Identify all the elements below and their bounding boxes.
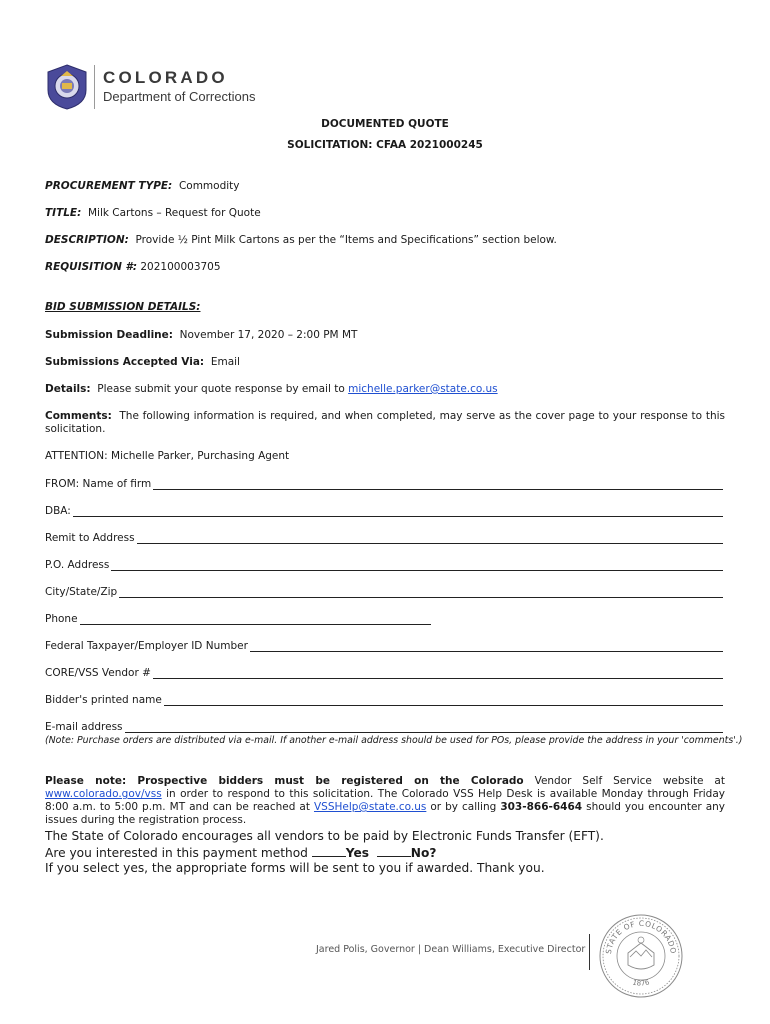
description-label: DESCRIPTION:	[45, 234, 129, 246]
eft-question: Are you interested in this payment method	[45, 846, 308, 860]
po-address-blank[interactable]	[111, 559, 723, 571]
accepted-via-line	[45, 356, 240, 368]
requisition-line	[45, 261, 221, 273]
email-address-field[interactable]	[45, 719, 723, 733]
document-title: DOCUMENTED QUOTE	[321, 118, 449, 130]
registration-text-4: or by calling	[430, 801, 497, 813]
eft-no-label: No?	[410, 846, 437, 860]
seal-year: 1876	[631, 978, 651, 988]
email-address-label: E-mail address	[45, 721, 123, 733]
deadline-line	[45, 329, 357, 341]
phone-label: Phone	[45, 613, 78, 625]
remit-address-field[interactable]	[45, 530, 723, 544]
procurement-type-value: Commodity	[178, 180, 240, 192]
eft-line-1: The State of Colorado encourages all vendors to be paid by Electronic Funds Transfer (EFT).	[45, 829, 604, 843]
city-state-zip-field[interactable]	[45, 584, 723, 598]
vendor-number-field[interactable]	[45, 665, 723, 679]
vendor-number-label: CORE/VSS Vendor #	[45, 667, 151, 679]
registration-text-5: should you encounter any issues during the registration process.	[45, 801, 726, 826]
vss-website-link[interactable]: www.colorado.gov/vss	[45, 788, 162, 800]
bidder-name-label: Bidder's printed name	[45, 694, 162, 706]
dba-field[interactable]	[45, 503, 723, 517]
phone-field[interactable]	[45, 611, 431, 625]
description-value: Provide ½ Pint Milk Cartons as per the “Items and Specifications” section below.	[135, 234, 557, 246]
footer-divider	[589, 934, 590, 970]
title-value: Milk Cartons – Request for Quote	[87, 207, 261, 219]
firm-name-field[interactable]	[45, 476, 723, 490]
details-value: Please submit your quote response by email to	[97, 383, 345, 395]
logo-state-name: COLORADO	[103, 68, 228, 87]
logo-divider	[94, 65, 95, 109]
details-line	[45, 383, 498, 395]
procurement-type-line	[45, 180, 240, 192]
taxpayer-id-blank[interactable]	[250, 640, 723, 652]
remit-address-label: Remit to Address	[45, 532, 135, 544]
firm-name-label: FROM: Name of firm	[45, 478, 152, 490]
phone-blank[interactable]	[80, 613, 431, 625]
svg-text:1876	[632, 978, 651, 987]
accepted-via-value: Email	[210, 356, 240, 368]
footer-officials: Jared Polis, Governor | Dean Williams, Executive Director	[316, 944, 586, 955]
details-label: Details:	[45, 383, 91, 395]
firm-name-blank[interactable]	[153, 478, 723, 490]
registration-text-3: in order to respond to this solicitation. The Colorado VSS Help Desk is available Monday through Friday 8:00 a.m. to 5:00 p.m. MT and can be reached at	[45, 788, 725, 813]
vss-help-email-link[interactable]: VSSHelp@state.co.us	[313, 801, 427, 813]
state-of-colorado-seal-icon	[598, 913, 684, 999]
registration-text-1: Please note: Prospective bidders must be registered on the Colorado	[45, 775, 524, 787]
bidder-name-blank[interactable]	[164, 694, 723, 706]
registration-text-2: Vendor Self Service website at	[534, 775, 725, 787]
remit-address-blank[interactable]	[137, 532, 723, 544]
eft-no-blank[interactable]	[377, 845, 411, 857]
requisition-label: REQUISITION #:	[45, 261, 138, 273]
vendor-number-blank[interactable]	[153, 667, 723, 679]
header-logo	[46, 64, 255, 110]
comments-paragraph	[45, 410, 725, 436]
seal-text: STATE OF COLORADO	[604, 918, 679, 955]
dba-blank[interactable]	[73, 505, 723, 517]
po-address-field[interactable]	[45, 557, 723, 571]
city-state-zip-blank[interactable]	[119, 586, 723, 598]
comments-label: Comments:	[45, 410, 112, 422]
vss-help-phone: 303-866-6464	[500, 801, 583, 813]
deadline-value: November 17, 2020 – 2:00 PM MT	[179, 329, 358, 341]
solicitation-number: SOLICITATION: CFAA 2021000245	[287, 139, 483, 151]
title-line	[45, 207, 261, 219]
registration-paragraph	[45, 775, 725, 827]
accepted-via-label: Submissions Accepted Via:	[45, 356, 205, 368]
requisition-value: 202100003705	[140, 261, 221, 273]
description-line	[45, 234, 557, 246]
bidder-name-field[interactable]	[45, 692, 723, 706]
city-state-zip-label: City/State/Zip	[45, 586, 118, 598]
email-address-blank[interactable]	[125, 721, 723, 733]
eft-line-3: If you select yes, the appropriate forms will be sent to you if awarded. Thank you.	[45, 861, 545, 875]
eft-yes-label: Yes	[345, 846, 370, 860]
attention-line: ATTENTION: Michelle Parker, Purchasing Agent	[45, 450, 290, 462]
bid-details-heading: BID SUBMISSION DETAILS:	[45, 301, 201, 313]
po-email-note: (Note: Purchase orders are distributed via e-mail. If another e-mail address should be used for POs, please provide the address in your 'comments'.)	[45, 735, 743, 746]
title-label: TITLE:	[45, 207, 82, 219]
contact-email-link[interactable]: michelle.parker@state.co.us	[348, 383, 498, 395]
dba-label: DBA:	[45, 505, 71, 517]
eft-yes-blank[interactable]	[312, 845, 346, 857]
eft-line-2	[45, 845, 436, 860]
comments-value: The following information is required, and when completed, may serve as the cover page to your response to this solicitation.	[45, 410, 725, 435]
deadline-label: Submission Deadline:	[45, 329, 173, 341]
taxpayer-id-field[interactable]	[45, 638, 723, 652]
po-address-label: P.O. Address	[45, 559, 110, 571]
colorado-doc-seal-icon	[46, 64, 88, 110]
logo-department-name: Department of Corrections	[103, 89, 256, 104]
procurement-type-label: PROCUREMENT TYPE:	[45, 180, 173, 192]
taxpayer-id-label: Federal Taxpayer/Employer ID Number	[45, 640, 248, 652]
